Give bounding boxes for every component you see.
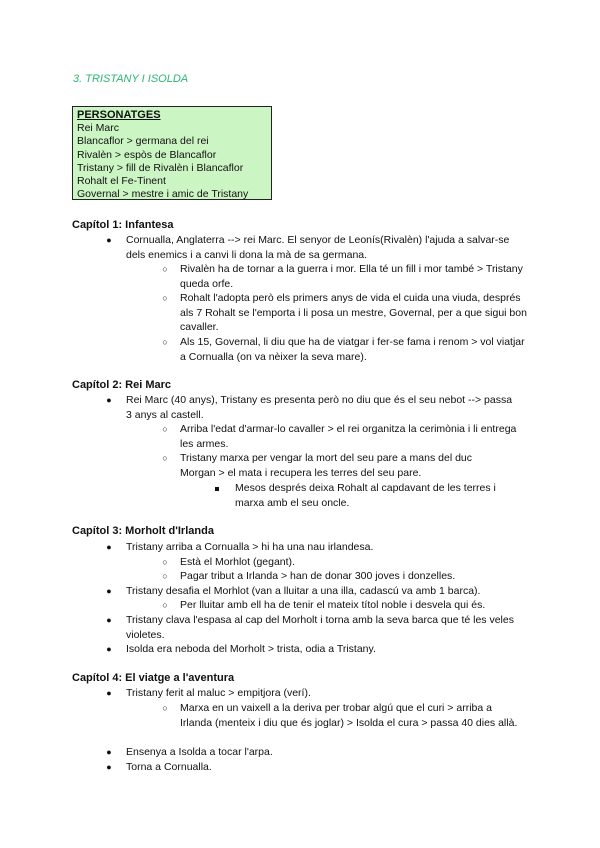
chapter-3-bullet: Pagar tribut a Irlanda > han de donar 300 joves i donzelles. <box>180 570 456 582</box>
chapter-1-bullet: Rohalt l'adopta però els primers anys de vida el cuida una viuda, després als 7 Rohalt se l'emporta i li posa un mestre, Governal, per a que sigui bon cavaller. <box>180 292 527 334</box>
chapter-3-bullet: Tristany arriba a Cornualla > hi ha una nau irlandesa. <box>126 541 374 553</box>
chapter-2-bullet: Arriba l'edat d'armar-lo cavaller > el rei organitza la cerimònia i li entrega les armes. <box>180 423 517 450</box>
chapter-4-bullet: Torna a Cornualla. <box>126 761 212 773</box>
characters-box <box>72 106 272 200</box>
bullet-circle-icon: ○ <box>162 703 168 713</box>
chapter-3-bullet: Tristany clava l'espasa al cap del Morholt i torna amb la seva barca que té les veles violetes. <box>126 614 514 641</box>
bullet-dot-icon: ● <box>106 586 112 596</box>
bullet-dot-icon: ● <box>106 615 112 625</box>
character-item: Rohalt el Fe-Tinent <box>77 175 166 188</box>
chapter-2-bullet: Mesos després deixa Rohalt al capdavant de les terres i marxa amb el seu oncle. <box>235 482 496 509</box>
chapter-2-title: Capítol 2: Rei Marc <box>72 379 172 391</box>
character-item: Rei Marc <box>77 122 120 135</box>
bullet-square-icon <box>215 481 221 496</box>
bullet-circle-icon: ○ <box>162 293 168 303</box>
bullet-dot-icon: ● <box>106 762 112 772</box>
chapter-1-bullet: Rivalèn ha de tornar a la guerra i mor. Ella té un fill i mor també > Tristany queda orfe. <box>180 263 523 290</box>
bullet-dot-icon: ● <box>106 542 112 552</box>
character-item: Governal > mestre i amic de Tristany <box>77 188 249 201</box>
character-item: Tristany > fill de Rivalèn i Blancaflor <box>77 161 244 174</box>
bullet-dot-icon: ● <box>106 747 112 757</box>
chapter-1-bullet: Als 15, Governal, li diu que ha de viatgar i fer-se fama i renom > vol viatjar a Cornualla (on va nèixer la seva mare). <box>180 336 525 363</box>
bullet-circle-icon: ○ <box>162 337 168 347</box>
chapter-4-bullet: Ensenya a Isolda a tocar l'arpa. <box>126 746 273 758</box>
character-item: Blancaflor > germana del rei <box>77 135 209 148</box>
bullet-circle-icon: ○ <box>162 600 168 610</box>
chapter-3-bullet: Per lluitar amb ell ha de tenir el mateix títol noble i desvela qui és. <box>180 599 486 611</box>
chapter-2-bullet: Rei Marc (40 anys), Tristany es presenta però no diu que és el seu nebot --> passa 3 anys al castell. <box>126 394 513 421</box>
bullet-circle-icon: ○ <box>162 557 168 567</box>
bullet-dot-icon: ● <box>106 688 112 698</box>
chapter-4-bullet: Tristany ferit al maluc > empitjora (verí). <box>126 687 311 699</box>
chapter-3-bullet: Està el Morhlot (gegant). <box>180 556 295 568</box>
chapter-3-title: Capítol 3: Morholt d'Irlanda <box>72 525 214 537</box>
bullet-dot-icon: ● <box>106 235 112 245</box>
character-item: Rivalèn > espòs de Blancaflor <box>77 148 217 161</box>
bullet-circle-icon: ○ <box>162 571 168 581</box>
bullet-dot-icon: ● <box>106 644 112 654</box>
bullet-circle-icon: ○ <box>162 264 168 274</box>
characters-heading: PERSONATGES <box>77 109 161 121</box>
chapter-3-bullet: Isolda era neboda del Morholt > trista, odia a Tristany. <box>126 643 376 655</box>
chapter-1-title: Capítol 1: Infantesa <box>72 219 174 231</box>
chapter-3-bullet: Tristany desafia el Morhlot (van a lluitar a una illa, cadascú va amb 1 barca). <box>126 585 481 597</box>
bullet-circle-icon: ○ <box>162 424 168 434</box>
bullet-circle-icon: ○ <box>162 453 168 463</box>
chapter-4-title: Capítol 4: El viatge a l'aventura <box>72 672 235 684</box>
chapter-2-bullet: Tristany marxa per vengar la mort del seu pare a mans del duc Morgan > el mata i recupera les terres del seu pare. <box>180 452 472 479</box>
chapter-1-bullet: Cornualla, Anglaterra --> rei Marc. El senyor de Leonís(Rivalèn) l'ajuda a salvar-se dels enemics i a canvi li dona la mà de sa germana. <box>126 234 510 261</box>
chapter-4-bullet: Marxa en un vaixell a la deriva per trobar algú que el curi > arriba a Irlanda (menteix i diu que és joglar) > Isolda el cura > passa 40 dies allà. <box>180 702 518 729</box>
document-title: 3. TRISTANY I ISOLDA <box>73 73 189 85</box>
bullet-dot-icon: ● <box>106 395 112 405</box>
